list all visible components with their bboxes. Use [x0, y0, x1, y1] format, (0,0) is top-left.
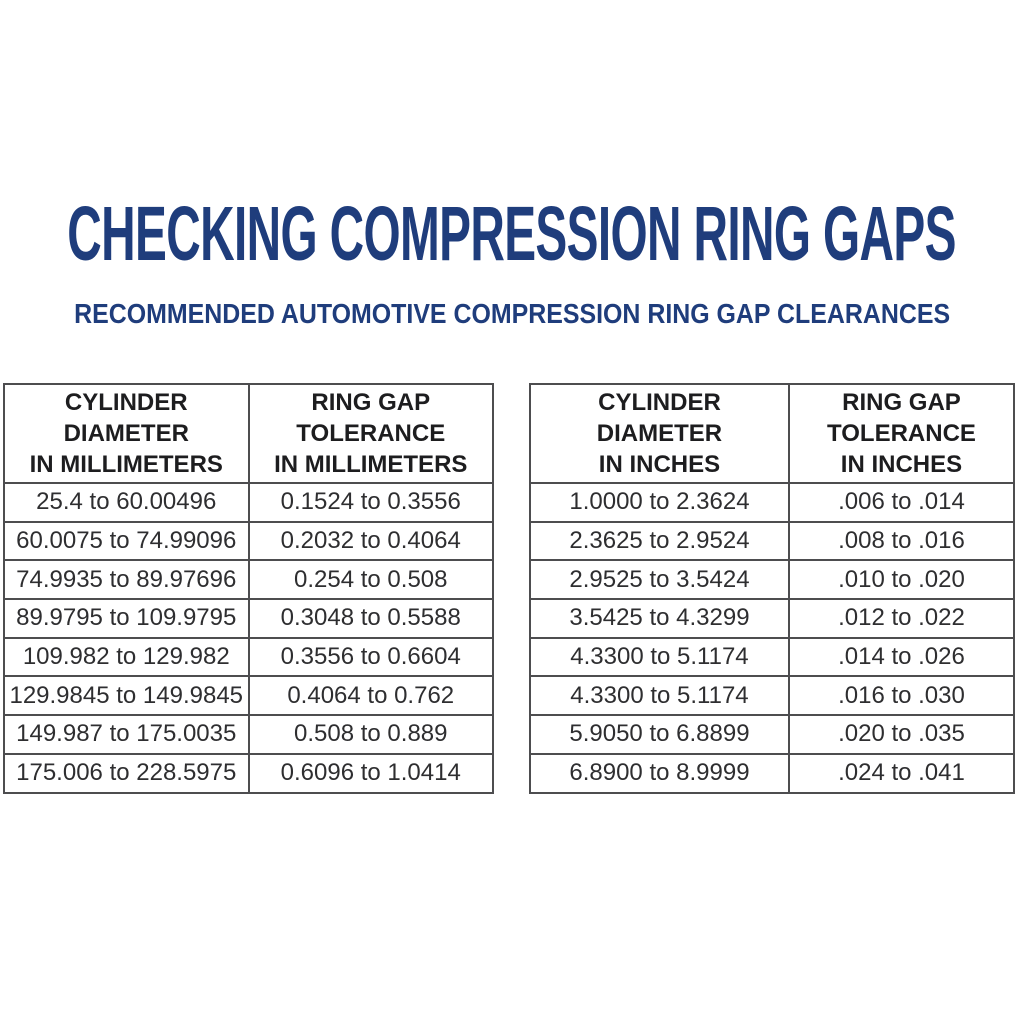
- table-row: [4, 754, 493, 793]
- header-row: [4, 384, 493, 483]
- table-row: [4, 638, 493, 677]
- ring-gap-table-inches: [529, 383, 1015, 794]
- table-row: [4, 676, 493, 715]
- data-cell: 0.254 to 0.508: [249, 560, 494, 599]
- data-cell: .006 to .014: [789, 483, 1014, 522]
- data-cell: 2.3625 to 2.9524: [530, 522, 789, 561]
- page-title: CHECKING COMPRESSION RING GAPS: [67, 191, 957, 277]
- data-cell: .016 to .030: [789, 676, 1014, 715]
- column-header-line: TOLERANCE: [296, 420, 446, 447]
- column-header-line: CYLINDER: [598, 389, 721, 416]
- table-row: [530, 754, 1014, 793]
- column-header: [789, 384, 1014, 483]
- data-cell: 0.3048 to 0.5588: [249, 599, 494, 638]
- data-cell: 149.987 to 175.0035: [4, 715, 249, 754]
- data-cell: 0.2032 to 0.4064: [249, 522, 494, 561]
- column-header-line: DIAMETER: [63, 420, 189, 447]
- column-header-line: RING GAP: [842, 389, 961, 416]
- data-cell: 129.9845 to 149.9845: [4, 676, 249, 715]
- column-header-line: IN INCHES: [840, 451, 963, 478]
- data-cell: 6.8900 to 8.9999: [530, 754, 789, 793]
- column-header-line: TOLERANCE: [827, 420, 976, 447]
- column-header: [4, 384, 249, 483]
- data-cell: 89.9795 to 109.9795: [4, 599, 249, 638]
- table-row: [530, 599, 1014, 638]
- column-header-line: IN INCHES: [598, 451, 721, 478]
- data-cell: 109.982 to 129.982: [4, 638, 249, 677]
- data-cell: 0.508 to 0.889: [249, 715, 494, 754]
- data-cell: 0.4064 to 0.762: [249, 676, 494, 715]
- table-row: [530, 676, 1014, 715]
- data-cell: 1.0000 to 2.3624: [530, 483, 789, 522]
- data-cell: 5.9050 to 6.8899: [530, 715, 789, 754]
- table-row: [530, 560, 1014, 599]
- data-cell: .010 to .020: [789, 560, 1014, 599]
- table-row: [530, 638, 1014, 677]
- title-row: [0, 191, 1024, 277]
- table-row: [4, 715, 493, 754]
- data-cell: 2.9525 to 3.5424: [530, 560, 789, 599]
- subtitle-row: [0, 300, 1024, 328]
- data-cell: 4.3300 to 5.1174: [530, 638, 789, 677]
- table-row: [530, 483, 1014, 522]
- tables-container: [3, 383, 1015, 794]
- data-cell: 0.6096 to 1.0414: [249, 754, 494, 793]
- table-row: [4, 522, 493, 561]
- data-cell: 25.4 to 60.00496: [4, 483, 249, 522]
- ring-gap-table-millimeters: [3, 383, 494, 794]
- page-subtitle: RECOMMENDED AUTOMOTIVE COMPRESSION RING GAP CLEARANCES: [74, 298, 950, 329]
- column-header: [530, 384, 789, 483]
- data-cell: 3.5425 to 4.3299: [530, 599, 789, 638]
- table-row: [530, 715, 1014, 754]
- column-header-line: IN MILLIMETERS: [29, 451, 223, 478]
- table-row: [4, 599, 493, 638]
- data-cell: 0.3556 to 0.6604: [249, 638, 494, 677]
- header-row: [530, 384, 1014, 483]
- data-cell: 0.1524 to 0.3556: [249, 483, 494, 522]
- data-cell: .008 to .016: [789, 522, 1014, 561]
- table-row: [4, 483, 493, 522]
- data-cell: .024 to .041: [789, 754, 1014, 793]
- column-header-line: RING GAP: [311, 389, 431, 416]
- column-header-line: IN MILLIMETERS: [274, 451, 468, 478]
- data-cell: .012 to .022: [789, 599, 1014, 638]
- data-cell: 175.006 to 228.5975: [4, 754, 249, 793]
- column-header-line: DIAMETER: [596, 420, 723, 447]
- data-cell: .014 to .026: [789, 638, 1014, 677]
- table-row: [4, 560, 493, 599]
- data-cell: 60.0075 to 74.99096: [4, 522, 249, 561]
- data-cell: 74.9935 to 89.97696: [4, 560, 249, 599]
- data-cell: 4.3300 to 5.1174: [530, 676, 789, 715]
- column-header-line: CYLINDER: [64, 389, 188, 416]
- table-row: [530, 522, 1014, 561]
- data-cell: .020 to .035: [789, 715, 1014, 754]
- column-header: [249, 384, 494, 483]
